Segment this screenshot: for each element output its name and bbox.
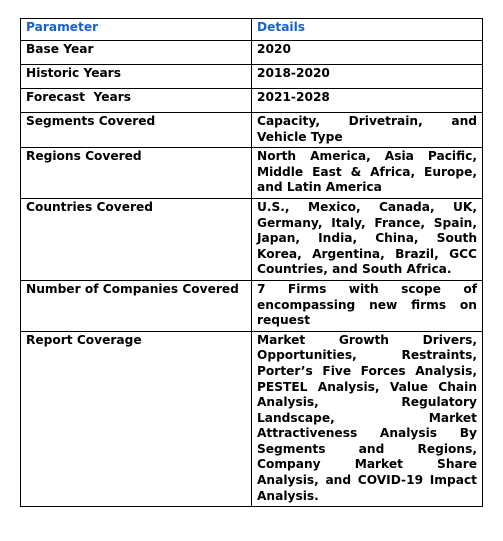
table-row <box>21 331 483 507</box>
row-details: 7 Firms with scope of encompassing new firms on request <box>252 280 483 331</box>
row-details: 2020 <box>252 41 483 65</box>
row-details: Capacity, Drivetrain, and Vehicle Type <box>252 113 483 148</box>
header-details: Details <box>252 19 483 41</box>
table-row <box>21 89 483 113</box>
row-parameter: Report Coverage <box>21 331 252 507</box>
table-row <box>21 280 483 331</box>
table-row <box>21 113 483 148</box>
row-parameter: Number of Companies Covered <box>21 280 252 331</box>
table-header-row <box>21 19 483 41</box>
table-row <box>21 65 483 89</box>
table-row <box>21 148 483 199</box>
row-details: U.S., Mexico, Canada, UK, Germany, Italy, France, Spain, Japan, India, China, South Korea, Argentina, Brazil, GCC Countries, and South Africa. <box>252 198 483 280</box>
row-parameter: Base Year <box>21 41 252 65</box>
row-parameter: Historic Years <box>21 65 252 89</box>
row-details: 2018-2020 <box>252 65 483 89</box>
row-parameter: Forecast Years <box>21 89 252 113</box>
row-parameter: Countries Covered <box>21 198 252 280</box>
report-scope-table <box>20 18 483 507</box>
table-row <box>21 198 483 280</box>
row-details: 2021-2028 <box>252 89 483 113</box>
row-details: North America, Asia Pacific, Middle East & Africa, Europe, and Latin America <box>252 148 483 199</box>
table-row <box>21 41 483 65</box>
row-details: Market Growth Drivers, Opportunities, Restraints, Porter’s Five Forces Analysis, PESTEL Analysis, Value Chain Analysis, Regulatory Landscape, Market Attractiveness Analysis By Segments and Regions, Company Market Share Analysis, and COVID-19 Impact Analysis. <box>252 331 483 507</box>
header-parameter: Parameter <box>21 19 252 41</box>
row-parameter: Regions Covered <box>21 148 252 199</box>
row-parameter: Segments Covered <box>21 113 252 148</box>
